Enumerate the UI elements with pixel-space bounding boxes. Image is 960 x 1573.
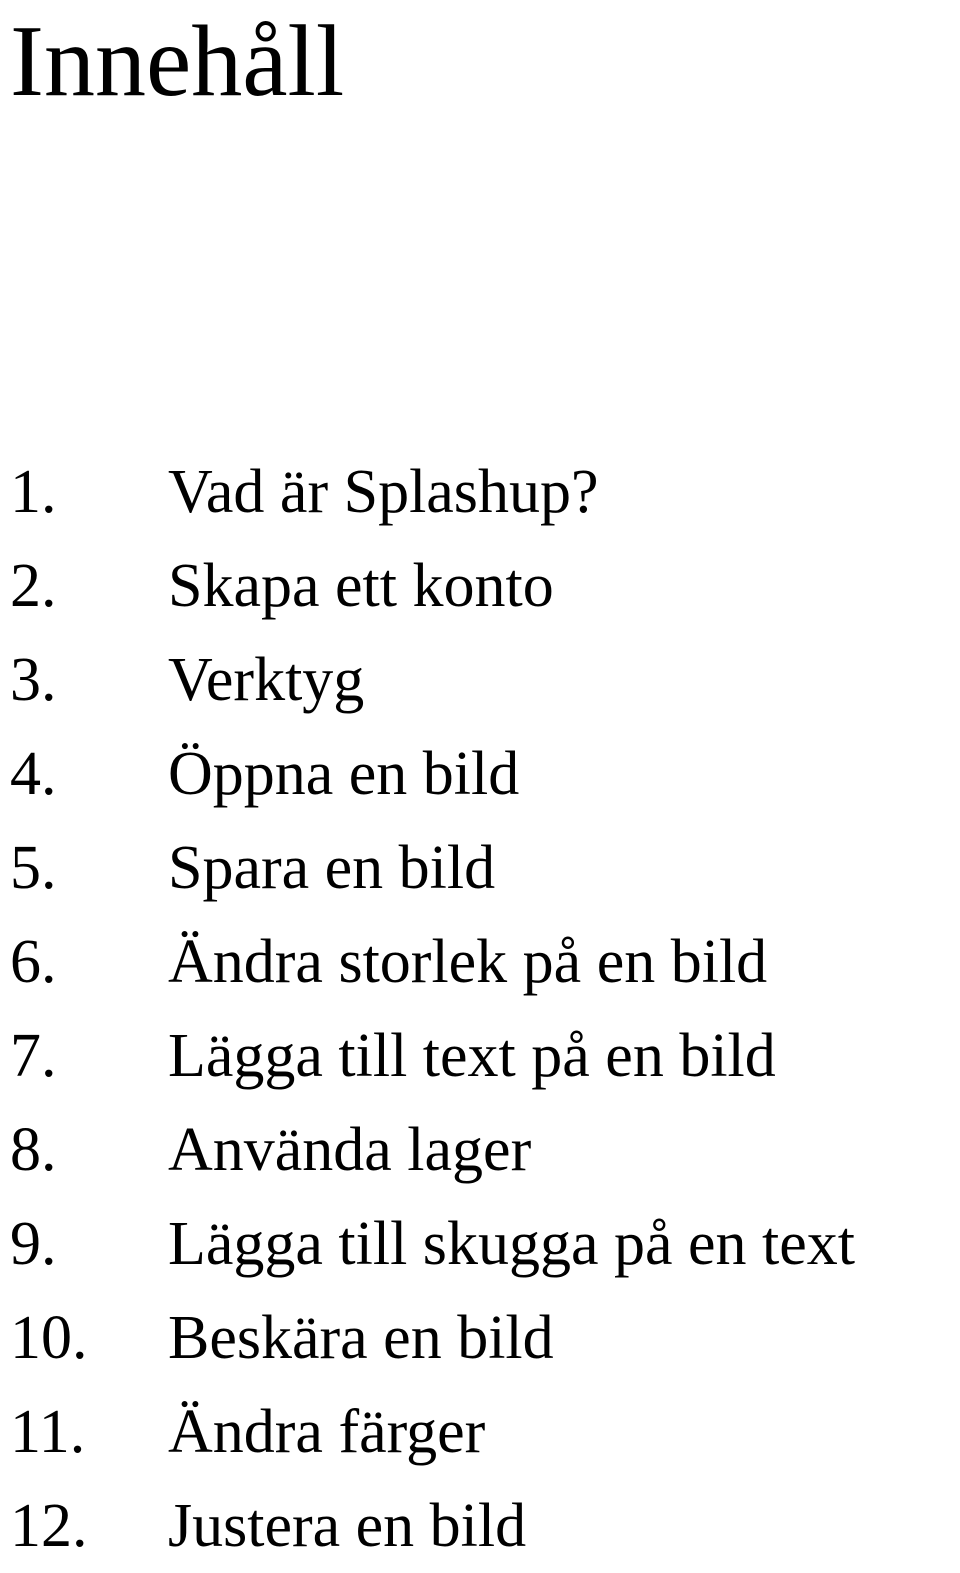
toc-item-label: Justera en bild [168,1492,527,1560]
toc-item-number: 8. [10,1116,57,1184]
toc-item-label: Vad är Splashup? [168,458,599,526]
toc-item-6[interactable] [10,915,855,1009]
toc-item-number: 5. [10,834,57,902]
toc-item-number: 9. [10,1210,57,1278]
toc-item-label: Ändra färger [168,1398,486,1466]
toc-item-number: 11. [10,1398,86,1466]
page-title: Innehåll [10,5,345,118]
toc-item-number: 2. [10,552,57,620]
toc-item-label: Lägga till text på en bild [168,1022,776,1090]
toc-item-11[interactable] [10,1385,855,1479]
toc-item-label: Spara en bild [168,834,496,902]
toc-item-label: Verktyg [168,646,365,714]
toc-item-number: 12. [10,1492,88,1560]
toc-item-number: 3. [10,646,57,714]
toc-item-5[interactable] [10,821,855,915]
toc-item-number: 7. [10,1022,57,1090]
toc-item-1[interactable] [10,445,855,539]
toc-item-4[interactable] [10,727,855,821]
toc-item-number: 4. [10,740,57,808]
toc-item-8[interactable] [10,1103,855,1197]
toc-item-7[interactable] [10,1009,855,1103]
table-of-contents [10,445,855,1573]
toc-item-3[interactable] [10,633,855,727]
toc-item-10[interactable] [10,1291,855,1385]
toc-item-number: 1. [10,458,57,526]
toc-item-label: Öppna en bild [168,740,520,808]
toc-item-2[interactable] [10,539,855,633]
toc-item-number: 10. [10,1304,88,1372]
toc-item-12[interactable] [10,1479,855,1573]
toc-item-label: Ändra storlek på en bild [168,928,768,996]
toc-item-label: Använda lager [168,1116,532,1184]
toc-item-number: 6. [10,928,57,996]
toc-item-label: Beskära en bild [168,1304,554,1372]
toc-item-9[interactable] [10,1197,855,1291]
toc-item-label: Skapa ett konto [168,552,554,620]
toc-item-label: Lägga till skugga på en text [168,1210,855,1278]
